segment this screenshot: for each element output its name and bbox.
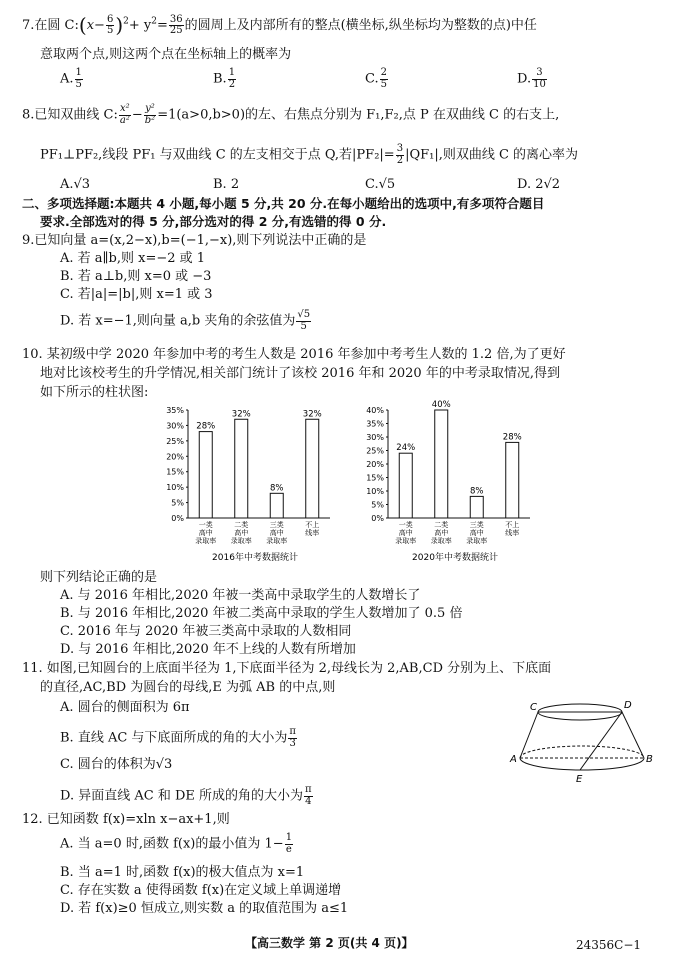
bar [470, 496, 483, 518]
y-tick-label: 40% [366, 406, 384, 415]
x-category-label: 高中 [434, 529, 449, 537]
x-category-label: 二类 [434, 521, 449, 529]
y-tick-label: 35% [366, 419, 384, 429]
x-category-label: 三类 [469, 521, 484, 529]
q9-option-c: C. 若|a|=|b|,则 x=1 或 3 [60, 287, 213, 302]
y-tick-label: 0% [171, 514, 184, 523]
q10-stem-line1: 10. 某初级中学 2020 年参加中考的考生人数是 2016 年参加中考考生人数的 1.2 倍,为了更好 [22, 347, 566, 362]
q8-option-c: C.√5 [365, 177, 396, 192]
x-category-label: 高中 [398, 529, 413, 537]
q8-option-b: B. 2 [213, 177, 240, 192]
y-tick-label: 25% [366, 446, 384, 456]
q9-stem: 9.已知向量 a=(x,2−x),b=(−1,−x),则下列说法中正确的是 [22, 233, 367, 248]
q7-prefix: 7.在圆 C: [22, 18, 79, 33]
frustum-label-b: B [646, 754, 653, 765]
q7-rhs-frac: $\frac{36}{25}$ [169, 13, 183, 36]
x-category-label: 录取率 [466, 537, 488, 545]
q12-option-d: D. 若 f(x)≥0 恒成立,则实数 a 的取值范围为 a≤1 [60, 901, 349, 916]
q8-frac-y: $\frac{\text{y²}}{\text{b²}}$ [144, 103, 156, 126]
q9-option-d: D. 若 x=−1,则向量 a,b 夹角的余弦值为 $\frac{√5}{5}$ [60, 309, 311, 332]
section2-heading-line2: 要求.全部选对的得 5 分,部分选对的得 2 分,有选错的得 0 分. [40, 214, 387, 229]
x-category-label: 高中 [198, 529, 213, 537]
q7-option-c: C. $\frac{2}{5}$ [365, 67, 387, 90]
bar-value-label: 28% [196, 421, 216, 432]
x-category-label: 不上 [305, 521, 320, 529]
chart-2016 [160, 400, 340, 570]
bar [399, 453, 412, 518]
x-category-label: 录取率 [266, 537, 288, 545]
q7-x: x [86, 18, 95, 33]
bar [306, 419, 319, 518]
q8-option-a: A.√3 [60, 177, 91, 192]
q7-sq: 2 [123, 16, 129, 27]
q8-frac-ratio: $\frac{3}{2}$ [396, 143, 404, 166]
q7-stem-line2: 意取两个点,则这两个点在坐标轴上的概率为 [40, 47, 292, 62]
x-category-label: 不上 [505, 521, 520, 529]
x-category-label: 线率 [505, 529, 520, 537]
q9-option-b: B. 若 a⊥b,则 x=0 或 −3 [60, 269, 212, 284]
q7-post: 的圆周上及内部所有的整点(横坐标,纵坐标均为整数的点)中任 [184, 18, 537, 33]
x-category-label: 线率 [305, 529, 320, 537]
q11-option-d: D. 异面直线 AC 和 DE 所成的角的大小为 $\frac{\pi}{4}$ [60, 784, 312, 807]
frustum-label-c: C [530, 702, 537, 713]
bar-value-label: 40% [431, 400, 451, 410]
q11-option-c: C. 圆台的体积为√3 [60, 757, 173, 772]
bar-value-label: 32% [231, 409, 251, 420]
q11-stem-line1: 11. 如图,已知圆台的上底面半径为 1,下底面半径为 2,母线长为 2,AB,CD 分别为上、下底面 [22, 661, 552, 676]
x-category-label: 录取率 [395, 537, 417, 545]
x-category-label: 一类 [198, 521, 213, 529]
x-category-label: 高中 [269, 529, 284, 537]
q7-minus: − [94, 18, 105, 33]
q12-option-c: C. 存在实数 a 使得函数 f(x)在定义域上单调递增 [60, 883, 342, 898]
y-tick-label: 15% [366, 473, 384, 483]
q11-option-a: A. 圆台的侧面积为 6π [60, 700, 190, 715]
y-tick-label: 30% [166, 421, 184, 431]
y-tick-label: 10% [166, 483, 184, 493]
x-category-label: 录取率 [195, 537, 217, 545]
y-tick-label: 20% [166, 452, 184, 462]
frustum-label-e: E [576, 774, 583, 785]
q12-stem: 12. 已知函数 f(x)=xln x−ax+1,则 [22, 812, 230, 827]
q10-after: 则下列结论正确的是 [40, 570, 158, 585]
footer-page-label: 【高三数学 第 2 页(共 4 页)】 [245, 936, 414, 950]
chart-2020 [360, 400, 540, 570]
q8-option-d: D. 2√2 [517, 177, 561, 192]
q7-paren-close: ) [115, 13, 124, 37]
bar-value-label: 8% [470, 486, 484, 497]
y-tick-label: 15% [166, 467, 184, 477]
x-category-label: 二类 [234, 521, 249, 529]
q10-stem-line3: 如下所示的柱状图: [40, 385, 149, 400]
q9-option-a: A. 若 a∥b,则 x=−2 或 1 [60, 251, 206, 266]
chart-title: 2016年中考数据统计 [212, 553, 298, 563]
bar-value-label: 32% [302, 409, 322, 420]
q12-option-a: A. 当 a=0 时,函数 f(x)的最小值为 1− $\frac{1}{e}$ [60, 832, 293, 855]
q10-option-a: A. 与 2016 年相比,2020 年被一类高中录取学生的人数增长了 [60, 588, 421, 603]
q10-option-c: C. 2016 年与 2020 年被三类高中录取的人数相同 [60, 624, 352, 639]
frustum-figure [508, 696, 658, 796]
q7-stem-line1 [22, 14, 537, 37]
y-tick-label: 10% [366, 487, 384, 496]
q8-frac-x: $\frac{\text{x²}}{\text{a²}}$ [119, 103, 130, 126]
q10-option-d: D. 与 2016 年相比,2020 年不上线的人数有所增加 [60, 642, 356, 657]
q8-stem-line2: PF₁⊥PF₂,线段 PF₁ 与双曲线 C 的左支相交于点 Q,若|PF₂|= $\frac{3}{2}$ |QF₁|,则双曲线 C 的离心率为 [40, 143, 579, 166]
q10-option-b: B. 与 2016 年相比,2020 年被二类高中录取的学生人数增加了 0.5 倍 [60, 606, 463, 621]
section2-heading-line1: 二、多项选择题:本题共 4 小题,每小题 5 分,共 20 分.在每小题给出的选项中,有多项符合题目 [22, 196, 545, 211]
bar-value-label: 8% [270, 483, 284, 494]
x-category-label: 一类 [398, 521, 413, 529]
y-tick-label: 5% [371, 500, 384, 510]
x-category-label: 高中 [469, 529, 484, 537]
q12-option-b: B. 当 a=1 时,函数 f(x)的极大值点为 x=1 [60, 865, 305, 880]
footer-code: 24356C−1 [576, 938, 642, 952]
bar [235, 419, 248, 518]
y-tick-label: 35% [166, 406, 184, 415]
q7-frac: $\frac{6}{5}$ [106, 13, 114, 36]
frustum-label-d: D [624, 700, 632, 711]
x-category-label: 录取率 [230, 537, 252, 545]
chart-title: 2020年中考数据统计 [412, 553, 498, 563]
q7-option-b: B. $\frac{1}{2}$ [213, 67, 236, 90]
bar-value-label: 28% [502, 432, 522, 443]
q7-option-d: D. $\frac{3}{10}$ [517, 67, 546, 90]
q7-y-sq: 2 [151, 16, 157, 27]
q11-stem-line2: 的直径,AC,BD 为圆台的母线,E 为弧 AB 的中点,则 [40, 680, 336, 695]
bar [270, 493, 283, 518]
x-category-label: 录取率 [430, 537, 452, 545]
q7-plus-y: + y [128, 18, 152, 33]
bar [435, 410, 448, 518]
y-tick-label: 25% [166, 436, 184, 446]
q7-option-a: A. $\frac{1}{5}$ [60, 67, 82, 90]
x-category-label: 高中 [234, 529, 249, 537]
q10-stem-line2: 地对比该校考生的升学情况,相关部门统计了该校 2016 年和 2020 年的中考录取情况,得到 [40, 366, 560, 381]
bar-value-label: 24% [396, 443, 416, 454]
y-tick-label: 5% [171, 498, 184, 508]
q11-option-b: B. 直线 AC 与下底面所成的角的大小为 $\frac{\pi}{3}$ [60, 726, 296, 749]
bar [199, 432, 212, 518]
y-tick-label: 0% [371, 514, 384, 523]
y-tick-label: 20% [366, 460, 384, 469]
q7-eq: = [156, 18, 168, 33]
q7-paren-open: ( [78, 13, 87, 37]
y-tick-label: 30% [366, 433, 384, 442]
frustum-label-a: A [510, 754, 517, 765]
bar [506, 442, 519, 518]
x-category-label: 三类 [269, 521, 284, 529]
q8-stem-line1: 8.已知双曲线 C: $\frac{\text{x²}}{\text{a²}}$ − $\frac{\text{y²}}{\text{b²}}$ =1(a>0,b>0)的左、右焦点分别为 F₁,F₂,点 P 在双曲线 C 的右支上, [22, 103, 560, 126]
